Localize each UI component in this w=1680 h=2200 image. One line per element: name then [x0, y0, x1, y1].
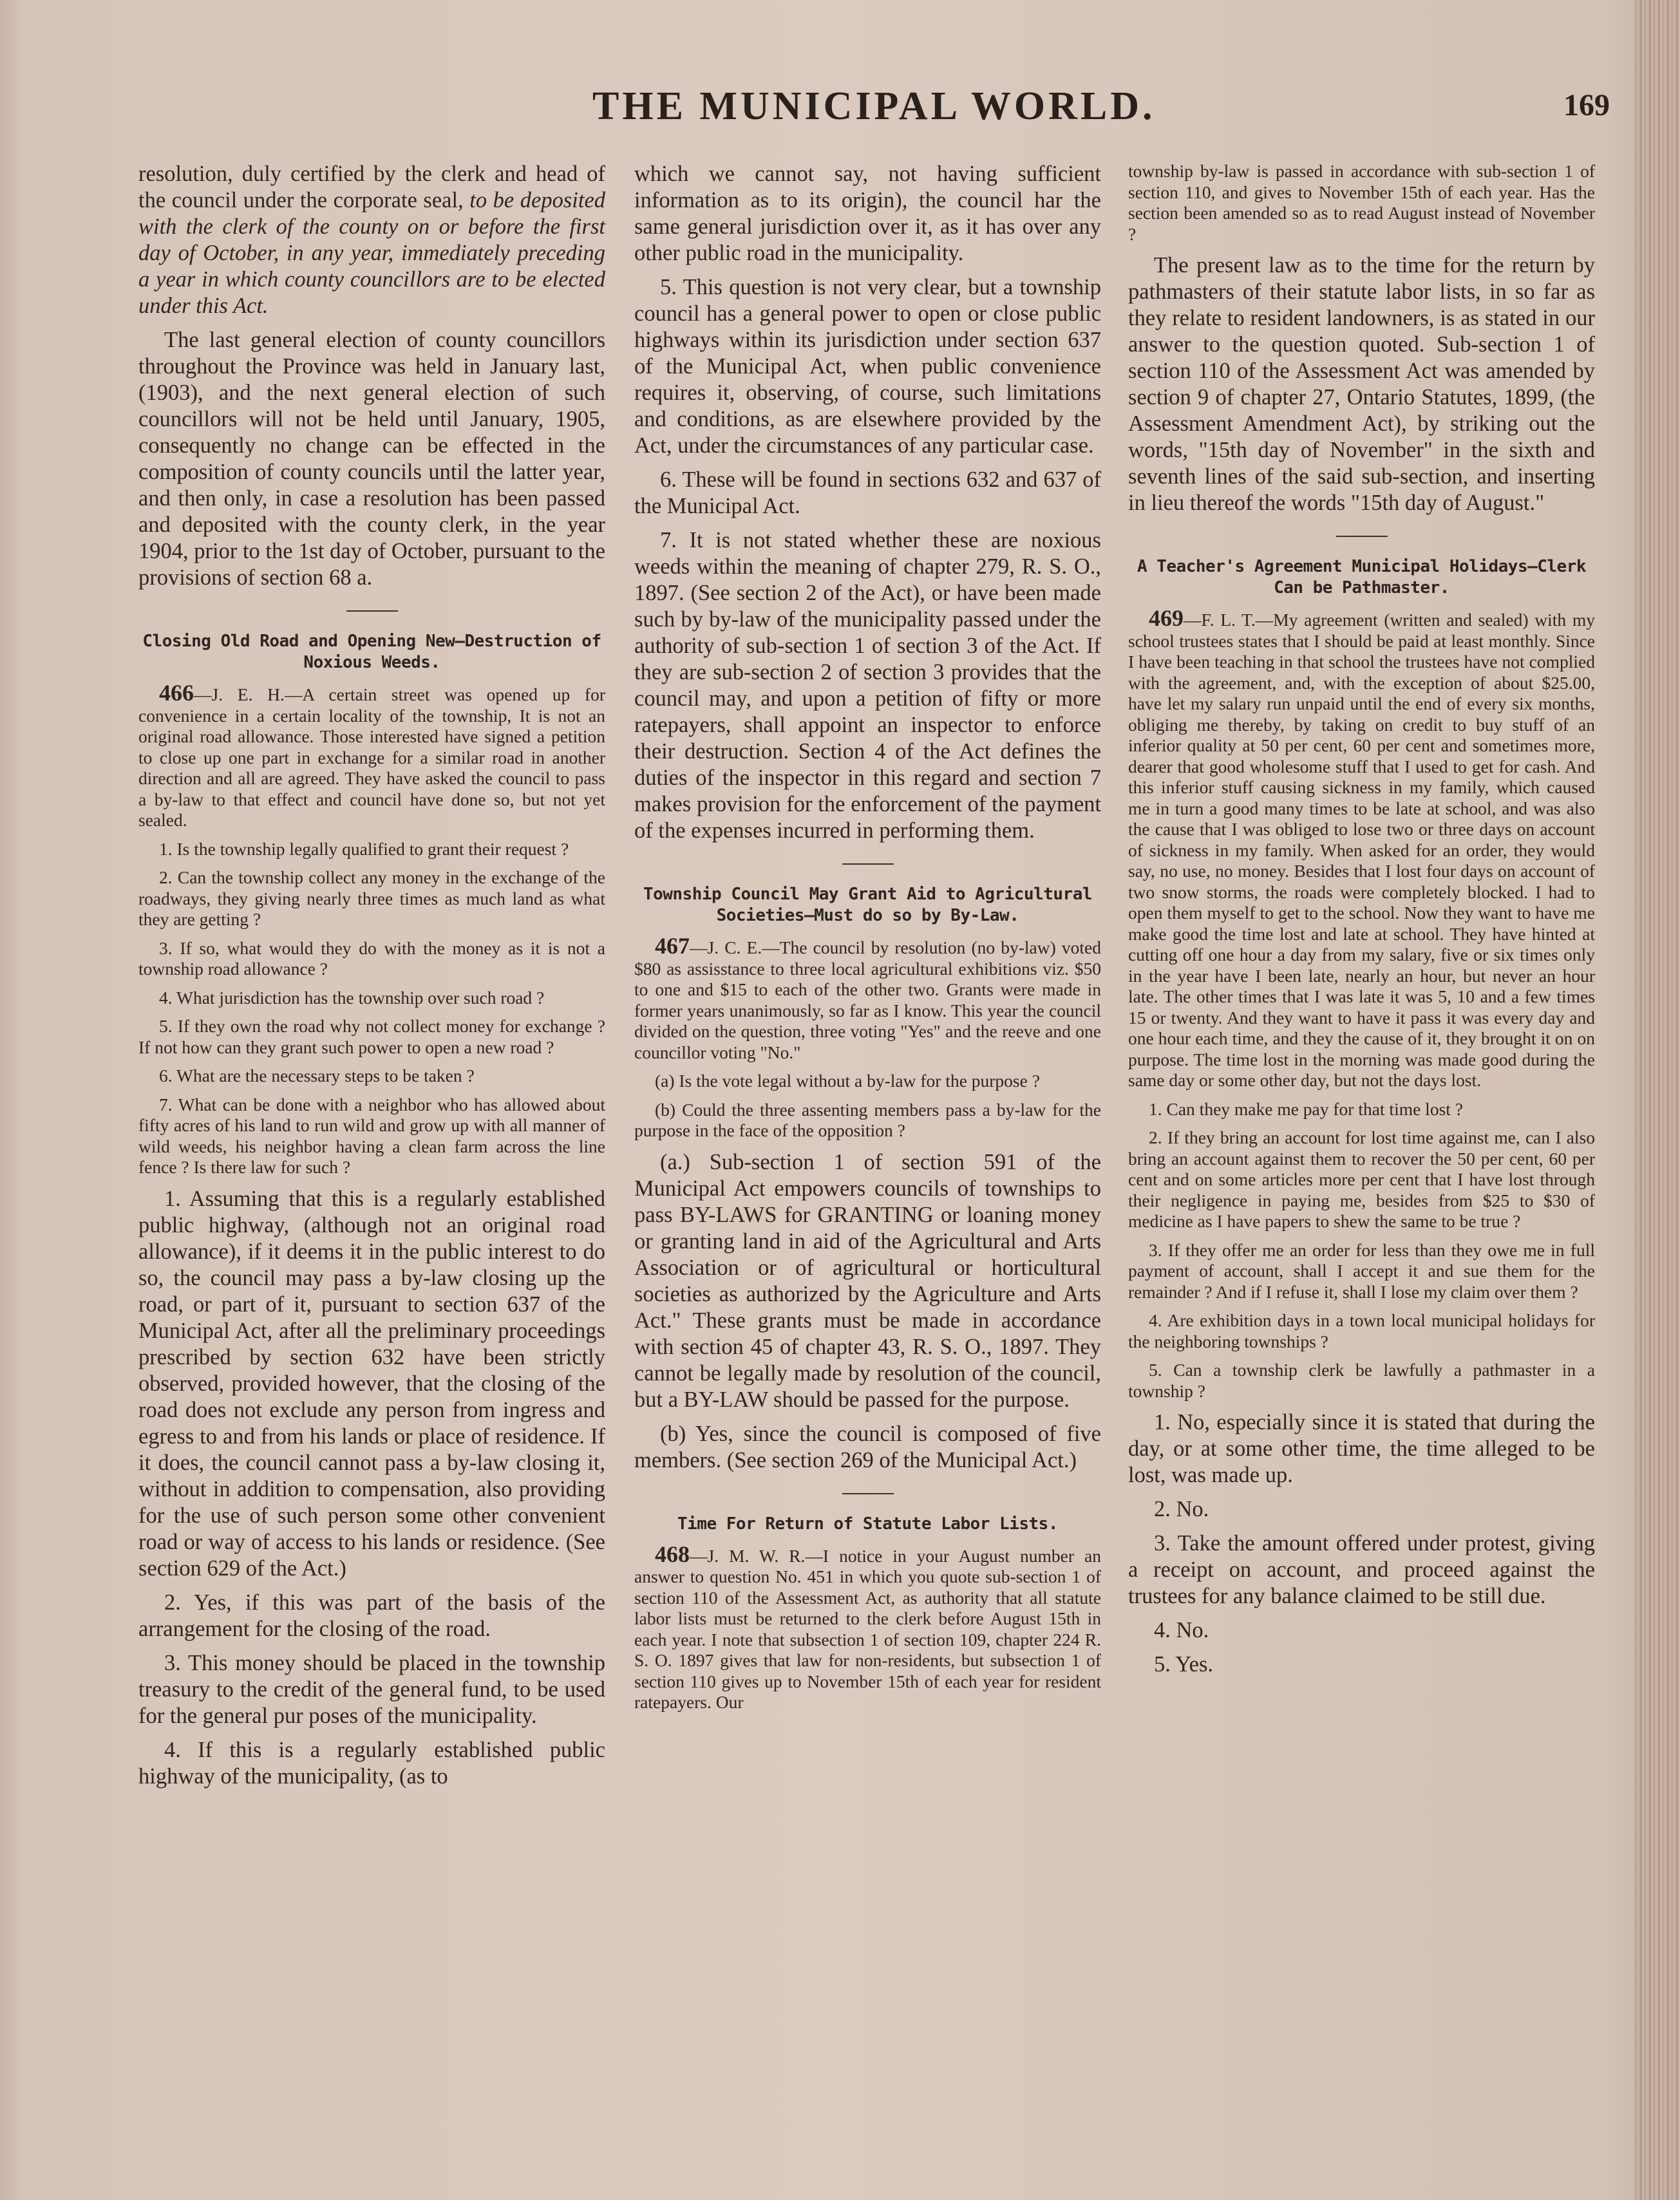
question-468	[634, 1541, 1101, 1713]
question-item: 6. What are the necessary steps to be taken ?	[159, 1066, 475, 1086]
election-paragraph: The last general election of county councillors throughout the Province was held in January last, (1903), and the next general election of such councillors will not be held until January, 1905, consequently no change can be effected in the composition of county councils until the latter year, and then only, in case a resolution has been passed and deposited with the county clerk, in the year 1904, prior to the 1st day of October, pursuant to the provisions of section 68 a.	[138, 328, 605, 590]
question-number: 467	[655, 933, 690, 959]
question-continuation: township by-law is passed in accordance with sub-section 1 of section 110, and gives to November 15th of each year. Has the section been amended so as to read August instead of November ?	[1128, 161, 1595, 244]
column-1	[138, 161, 605, 1798]
question-467	[634, 935, 1101, 1063]
section-divider	[842, 863, 894, 865]
column-2	[634, 161, 1101, 1721]
question-item: 7. What can be done with a neighbor who has allowed about fifty acres of his land to run wild and grow up with all manner of wild weeds, his neighbor having a clean farm across the line fence ? Is there law for such ?	[138, 1094, 605, 1177]
question-item: 3. If so, what would they do with the money as it is not a township road allowance ?	[138, 937, 605, 979]
question-item: 1. Is the township legally qualified to grant their request ?	[159, 838, 569, 859]
answer-item: 3. This money should be placed in the township treasury to the credit of the general fund, to be used for the general pur poses of the municipality.	[138, 1650, 605, 1728]
answer-item: 2. Yes, if this was part of the basis of the arrangement for the closing of the road.	[138, 1590, 605, 1641]
question-number: 466	[159, 680, 194, 706]
question-item: (b) Could the three assenting members pass a by-law for the purpose in the face of the opposition ?	[634, 1099, 1101, 1140]
page-header	[129, 84, 1610, 142]
heading-agricultural-societies: Township Council May Grant Aid to Agricultural Societies—Must do so by By-Law.	[643, 885, 1093, 925]
resolution-italic: to be deposited with the clerk of the county on or before the first day of October, in any year, immediately preceding a year in which county councillors are to be elected under this Act.	[138, 188, 606, 318]
question-item: (a) Is the vote legal without a by-law for the purpose ?	[655, 1071, 1040, 1091]
answer-item: 3. Take the amount offered under protest, giving a receipt on account, and proceed against the trustees for any balance claimed to be still due.	[1128, 1531, 1595, 1608]
question-number: 468	[655, 1541, 690, 1567]
question-number: 469	[1149, 605, 1184, 631]
section-divider	[842, 1493, 894, 1494]
answer-item: 5. This question is not very clear, but a township council has a general power to open or close public highways within its jurisdiction under section 637 of the Municipal Act, when public convenience requires it, observing, of course, such limitations and conditions, as are elsewhere provided by the Act, under the circumstances of any particular case.	[634, 275, 1101, 458]
answer-item: 1. Assuming that this is a regularly established public highway, (although not an original road allowance), if it deems it in the public interest to do so, the council may pass a by-law closing up the road, or part of it, pursuant to section 637 of the Municipal Act, after all the preliminary proceedings prescribed by section 632 have been strictly observed, provided however, that the closing of the road does not exclude any person from ingress and egress to and from his lands or place of residence. If it does, the council cannot pass a by-law closing it, without in addition to compensation, also providing for the use of such person some other convenient road or way of access to his lands or residence. (See section 629 of the Act.)	[138, 1186, 605, 1581]
question-item: 5. If they own the road why not collect money for exchange ? If not how can they grant such power to open a new road ?	[138, 1016, 605, 1057]
answer-item: (a.) Sub-section 1 of section 591 of the Municipal Act empowers councils of townships to pass BY-LAWS for GRANTING or loaning money or granting land in aid of the Agricultural and Arts Association or of agricultural or horticultural societies as authorized by the Agriculture and Arts Act." These grants must be made in accordance with section 45 of chapter 43, R. S. O., 1897. They cannot be legally made by resolution of the council, but a BY-LAW should be passed for the purpose.	[634, 1149, 1101, 1412]
answer-paragraph: The present law as to the time for the return by pathmasters of their statute labor lists, in so far as they relate to resident landowners, is as stated in our answer to the question quoted. Sub-section 1 of section 110 of the Assessment Act was amended by section 9 of chapter 27, Ontario Statutes, 1899, (the Assessment Amendment Act), by striking out the words, "15th day of November" in the sixth and seventh lines of the said sub-section, and inserting in lieu thereof the words "15th day of August."	[1128, 253, 1595, 515]
question-item: 4. What jurisdiction has the township over such road ?	[159, 987, 545, 1008]
page-number: 169	[1563, 88, 1610, 122]
question-text: —F. L. T.—My agreement (written and sealed) with my school trustees states that I should be paid at least monthly. Since I have been teaching in that school the trustees have not complied with the agreement, and, with the exception of about $25.00, have let my salary run unpaid until the end of every six months, obliging me thereby, by taking on credit to buy stuff of an inferior quality at 50 per cent, 60 per cent and sometimes more, dearer that good wholesome stuff that I used to get for cash. And this inferior stuff causing sickness in my family, which caused me in turn a good many times to be late at school, and was also the cause that I was obliged to lose two or three days on account of sickness in my family. When asked for an order, they would say, no use, no money. Besides that I lost four days on account of two snow storms, the roads were completely blocked. I had to open them myself to get to the school. Now they want to have me make good the time lost and late at school. They have hinted at cutting off one hour a day from my salary, five or six times only in the year have I been late, nearly an hour, but never an hour late. The other times that I was late it was 5, 10 and a few times 15 or twenty. And they want to have it pass it was every day and one hour each time, and they the cause of it, they brought it on on purpose. The time lost in the morning was made good during the same day or some other day, but not the days lost.	[1128, 610, 1595, 1090]
question-text: —J. M. W. R.—I notice in your August number an answer to question No. 451 in which you quote sub-section 1 of section 110 of the Assessment Act, as authority that all statute labor lists must be returned to the clerk before August 15th in each year. I note that subsection 1 of section 109, chapter 224 R. S. O. 1897 gives that law for non-residents, but subsection 1 of section 110 gives up to November 15th of each year for resident ratepayers. Our	[634, 1545, 1101, 1712]
question-text: —J. C. E.—The council by resolution (no by-law) voted $80 as assisstance to three local agricultural exhibitions viz. $50 to one and $15 to each of the other two. Grants were made in former years unanimously, so far as I know. This year the council divided on the question, three voting "Yes" and the reeve and one councillor voting "No."	[634, 937, 1101, 1062]
answer-item: 2. No.	[1154, 1497, 1209, 1521]
question-item: 3. If they offer me an order for less than they owe me in full payment of account, shall I accept it and sue them for the remainder ? And if I refuse it, shall I lose my claim over them ?	[1128, 1239, 1595, 1302]
question-item: 2. Can the township collect any money in the exchange of the roadways, they giving nearly three times as much land as what they are getting ?	[138, 867, 605, 929]
question-469	[1128, 605, 1595, 1091]
answer-item: 4. No.	[1154, 1618, 1209, 1642]
answer-item: 6. These will be found in sections 632 and 637 of the Municipal Act.	[634, 467, 1101, 518]
answer-item: 4. If this is a regularly established public highway of the municipality, (as to	[138, 1737, 605, 1789]
resolution-paragraph	[138, 161, 605, 319]
answer-item: 7. It is not stated whether these are noxious weeds within the meaning of chapter 279, R. S. O., 1897. (See section 2 of the Act), or have been made such by by-law of the municipality passed under the authority of sub-section 1 of section 3 of the Act. If they are sub-section 2 of section 3 provides that the council may, and upon a petition of fifty or more ratepayers, shall appoint an inspector to enforce their destruction. Section 4 of the Act defines the duties of the inspector in this regard and section 7 makes provision for the enforcement of the payment of the expenses incurred in performing them.	[634, 528, 1101, 843]
question-item: 4. Are exhibition days in a town local municipal holidays for the neighboring townships ?	[1128, 1310, 1595, 1351]
question-item: 5. Can a township clerk be lawfully a pathmaster in a township ?	[1128, 1360, 1595, 1401]
resolution-lead: resolution, duly certified by the clerk and head of the council under the corporate seal,	[138, 162, 605, 212]
answer-item: (b) Yes, since the council is composed of five members. (See section 269 of the Municipal Act.)	[634, 1421, 1101, 1472]
answer-item: 5. Yes.	[1154, 1652, 1214, 1677]
section-divider	[1336, 536, 1388, 537]
section-divider	[346, 610, 398, 612]
question-466	[138, 682, 605, 831]
question-item: 2. If they bring an account for lost time against me, can I also bring an account against them to recover the 50 per cent, 60 per cent and on some articles more per cent that I have lost through their negligence in paying me, besides from $25 to $30 of medicine as I have papers to shew the same to be true ?	[1128, 1127, 1595, 1231]
heading-teachers-agreement: A Teacher's Agreement Municipal Holidays—Clerk Can be Pathmaster.	[1137, 557, 1587, 597]
heading-statute-labor: Time For Return of Statute Labor Lists.	[677, 1514, 1058, 1534]
question-text: —J. E. H.—A certain street was opened up for convenience in a certain locality of the township, It is not an original road allowance. Those interested have signed a petition to close up one part in exchange for a similar road in another direction and all are agreed. They have asked the council to pass a by-law to that effect and council have done so, but not yet sealed.	[138, 684, 605, 830]
answer-item: 1. No, especially since it is stated that during the day, or at some other time, the time alleged to be lost, was made up.	[1128, 1410, 1595, 1487]
question-item: 1. Can they make me pay for that time lost ?	[1149, 1098, 1463, 1119]
publication-title: THE MUNICIPAL WORLD.	[592, 84, 1156, 128]
heading-closing-old-road: Closing Old Road and Opening New—Destruction of Noxious Weeds.	[142, 632, 601, 672]
book-spine-edge	[1635, 0, 1680, 2200]
column-3	[1128, 161, 1595, 1686]
answer-continuation: which we cannot say, not having sufficient information as to its origin), the council har the same general jurisdiction over it, as it has over any other public road in the municipality.	[634, 162, 1101, 265]
